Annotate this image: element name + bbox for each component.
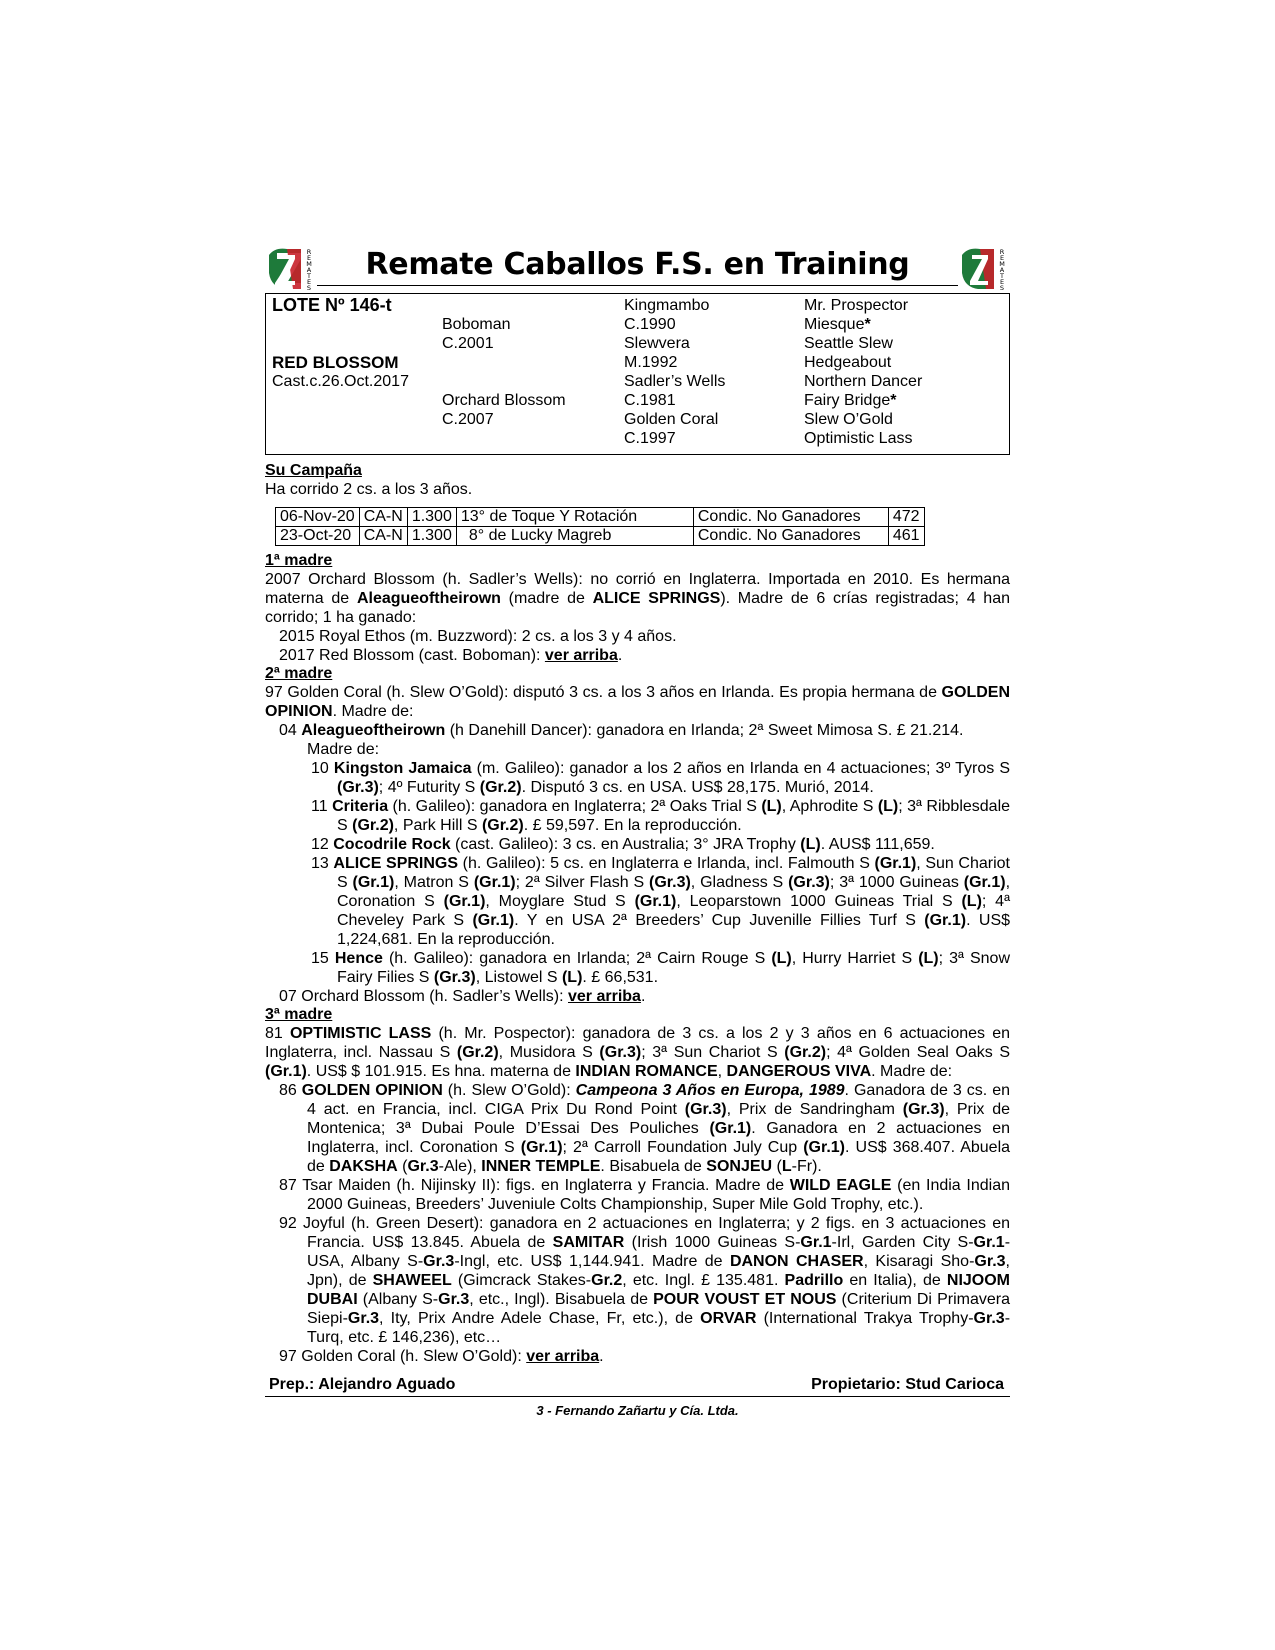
svg-text:M: M <box>999 260 1005 268</box>
race-date: 06-Nov-20 <box>276 508 360 527</box>
grandparent-name: Sadler’s Wells <box>624 373 726 390</box>
race-distance: 1.300 <box>407 508 456 527</box>
list-item: 10 Kingston Jamaica (m. Galileo): ganador a los 2 años en Irlanda en 4 actuaciones; 3º Tyros S (Gr.3); 4º Futurity S (Gr.2). Disputó 3 cs. en USA. US$ 28,175. Murió, 2014. <box>311 760 1011 796</box>
first-dam-heading: 1ª madre <box>265 552 333 569</box>
list-item: 11 Criteria (h. Galileo): ganadora en Inglaterra; 2ª Oaks Trial S (L), Aphrodite S (L); 3ª Ribblesdale S (Gr.2), Park Hill S (Gr.2). £ 59,597. En la reproducción. <box>311 798 1011 834</box>
pedigree-col-horse <box>272 296 409 391</box>
page-title: Remate Caballos F.S. en Training <box>317 245 958 286</box>
svg-text:T: T <box>1000 272 1004 280</box>
race-table <box>275 507 925 546</box>
document-page <box>265 245 1010 1418</box>
grandparent-year: M.1992 <box>624 354 678 371</box>
race-date: 23-Oct-20 <box>276 527 360 546</box>
campaign-heading: Su Campaña <box>265 462 362 479</box>
svg-text:M: M <box>306 260 312 268</box>
grandparent-year: C.1990 <box>624 316 676 333</box>
horse-desc: Cast.c.26.Oct.2017 <box>272 373 409 390</box>
race-condition: Condic. No Ganadores <box>693 527 888 546</box>
second-dam-heading: 2ª madre <box>265 665 333 682</box>
race-track: CA-N <box>359 508 407 527</box>
dam-name: Orchard Blossom <box>442 392 566 409</box>
svg-text:E: E <box>306 278 312 286</box>
list-item: 86 GOLDEN OPINION (h. Slew O’Gold): Campeona 3 Años en Europa, 1989. Ganadora de 3 cs. en 4 act. en Francia, incl. CIGA Prix Du Rond Point (Gr.3), Prix de Sandringham (Gr.3), Prix de Montenica; 3ª Dubai Poule D’Essai Des Pouliches (Gr.1). Ganadora en 2 actuaciones en Inglaterra, incl. Coronation S (Gr.1); 2ª Carroll Foundation July Cup (Gr.1). US$ 368.407. Abuela de DAKSHA (Gr.3-Ale), INNER TEMPLE. Bisabuela de SONJEU (L-Fr). <box>279 1082 1011 1175</box>
svg-text:A: A <box>999 266 1005 274</box>
list-item: 2015 Royal Ethos (m. Buzzword): 2 cs. a los 3 y 4 años. <box>279 628 677 645</box>
race-number: 472 <box>888 508 924 527</box>
race-position: 13° de Toque Y Rotación <box>456 508 693 527</box>
list-item: 97 Golden Coral (h. Slew O’Gold): ver arriba. <box>279 1348 604 1365</box>
race-position: 8° de Lucky Magreb <box>456 527 693 546</box>
pedigree-col-grandparents <box>624 296 725 448</box>
remates-logo-icon <box>265 245 317 293</box>
table-row <box>276 527 925 546</box>
owner: Propietario: Stud Carioca <box>811 1376 1004 1393</box>
svg-text:S: S <box>999 284 1005 292</box>
third-dam-text: 81 OPTIMISTIC LASS (h. Mr. Pospector): ganadora de 3 cs. a los 2 y 3 años en 6 actuaciones en Inglaterra, incl. Nassau S (Gr.2), Musidora S (Gr.3); 3ª Sun Chariot S (Gr.2); 4ª Golden Seal Oaks S (Gr.1). US$ $ 101.915. Es hna. materna de INDIAN ROMANCE, DANGEROUS VIVA. Madre de: <box>265 1025 1011 1080</box>
pedigree-col-parents <box>442 296 566 429</box>
list-item: 13 ALICE SPRINGS (h. Galileo): 5 cs. en Inglaterra e Irlanda, incl. Falmouth S (Gr.1), Sun Chariot S (Gr.1), Matron S (Gr.1); 2ª Silver Flash S (Gr.3), Gladness S (Gr.3); 3ª 1000 Guineas (Gr.1), Coronation S (Gr.1), Moyglare Stud S (Gr.1), Leoparstown 1000 Guineas Trial S (L); 4ª Cheveley Park S (Gr.1). Y en USA 2ª Breeders’ Cup Juvenille Fillies Turf S (Gr.1). US$ 1,224,681. En la reproducción. <box>311 855 1011 948</box>
list-item: 2017 Red Blossom (cast. Boboman): ver arriba. <box>279 647 623 664</box>
sire-name: Boboman <box>442 316 511 333</box>
third-dam-heading: 3ª madre <box>265 1006 333 1023</box>
grandparent-name: Slewvera <box>624 335 690 352</box>
grandparent-name: Golden Coral <box>624 411 719 428</box>
pedigree-box <box>265 293 1010 455</box>
race-track: CA-N <box>359 527 407 546</box>
great-grandparent: Northern Dancer <box>804 373 923 390</box>
dam-year: C.2007 <box>442 411 494 428</box>
svg-text:E: E <box>999 278 1005 286</box>
trainer: Prep.: Alejandro Aguado <box>269 1376 456 1393</box>
svg-text:T: T <box>307 272 311 280</box>
list-item: 15 Hence (h. Galileo): ganadora en Irlanda; 2ª Cairn Rouge S (L), Hurry Harriet S (L); 3ª Snow Fairy Filies S (Gr.3), Listowel S (L). £ 66,531. <box>311 950 1011 986</box>
great-grandparent: Fairy Bridge <box>804 392 891 409</box>
grandparent-name: Kingmambo <box>624 297 710 314</box>
lot-number: LOTE Nº 146-t <box>272 295 392 315</box>
list-item: 07 Orchard Blossom (h. Sadler’s Wells): ver arriba. <box>279 988 646 1005</box>
list-item: 87 Tsar Maiden (h. Nijinsky II): figs. en Inglaterra y Francia. Madre de WILD EAGLE (en India Indian 2000 Guineas, Breeders’ Juveniule Colts Championship, Super Mile Gold Trophy, etc.). <box>279 1177 1011 1213</box>
race-number: 461 <box>888 527 924 546</box>
grandparent-year: C.1981 <box>624 392 676 409</box>
first-dam-section <box>265 552 1010 665</box>
footer-row <box>265 1376 1010 1397</box>
great-grandparent: Mr. Prospector <box>804 297 909 314</box>
svg-text:E: E <box>999 254 1005 262</box>
great-grandparent: Slew O’Gold <box>804 411 893 428</box>
svg-text:S: S <box>306 284 312 292</box>
campaign-section <box>265 462 1010 546</box>
race-condition: Condic. No Ganadores <box>693 508 888 527</box>
second-dam-section <box>265 665 1010 1006</box>
pedigree-col-great-grandparents <box>804 296 922 448</box>
great-grandparent: Hedgeabout <box>804 354 892 371</box>
list-item: 04 Aleagueoftheirown (h Danehill Dancer): ganadora en Irlanda; 2ª Sweet Mimosa S. £ 21.214. Madre de: <box>279 722 964 758</box>
list-item: 92 Joyful (h. Green Desert): ganadora en 2 actuaciones en Inglaterra; y 2 figs. en 3 actuaciones en Francia. US$ 13.845. Abuela de SAMITAR (Irish 1000 Guineas S-Gr.1-Irl, Garden City S-Gr.1-USA, Albany S-Gr.3-Ingl, etc. US$ 1,144.941. Madre de DANON CHASER, Kisaragi Sho-Gr.3, Jpn), de SHAWEEL (Gimcrack Stakes-Gr.2, etc. Ingl. £ 135.481. Padrillo en Italia), de NIJOOM DUBAI (Albany S-Gr.3, etc., Ingl). Bisabuela de POUR VOUST ET NOUS (Criterium Di Primavera Siepi-Gr.3, Ity, Prix Andre Adele Chase, Fr, etc.), de ORVAR (International Trakya Trophy-Gr.3-Turq, etc. £ 146,236), etc… <box>279 1215 1011 1346</box>
third-dam-section <box>265 1006 1010 1366</box>
grandparent-year: C.1997 <box>624 430 676 447</box>
race-distance: 1.300 <box>407 527 456 546</box>
list-item: 12 Cocodrile Rock (cast. Galileo): 3 cs. en Australia; 3° JRA Trophy (L). AUS$ 111,659. <box>311 836 935 853</box>
campaign-summary: Ha corrido 2 cs. a los 3 años. <box>265 481 473 498</box>
svg-text:R: R <box>999 248 1005 256</box>
horse-name: RED BLOSSOM <box>272 353 399 372</box>
page-footer: 3 - Fernando Zañartu y Cía. Ltda. <box>536 1403 739 1418</box>
star-mark: * <box>890 392 897 409</box>
svg-text:R: R <box>306 248 312 256</box>
sire-year: C.2001 <box>442 335 494 352</box>
star-mark: * <box>864 316 871 333</box>
svg-text:E: E <box>306 254 312 262</box>
great-grandparent: Optimistic Lass <box>804 430 913 447</box>
svg-text:A: A <box>306 266 312 274</box>
first-dam-text: 2007 Orchard Blossom (h. Sadler’s Wells): no corrió en Inglaterra. Importada en 2010. Es hermana materna de Aleagueoftheirown (madre de ALICE SPRINGS). Madre de 6 crías registradas; 4 han corrido; 1 ha ganado: <box>265 571 1011 626</box>
remates-logo-icon <box>958 245 1010 293</box>
page-header <box>265 245 1010 293</box>
table-row <box>276 508 925 527</box>
great-grandparent: Miesque <box>804 316 865 333</box>
second-dam-text: 97 Golden Coral (h. Slew O’Gold): disputó 3 cs. a los 3 años en Irlanda. Es propia hermana de GOLDEN OPINION. Madre de: <box>265 684 1010 720</box>
great-grandparent: Seattle Slew <box>804 335 893 352</box>
